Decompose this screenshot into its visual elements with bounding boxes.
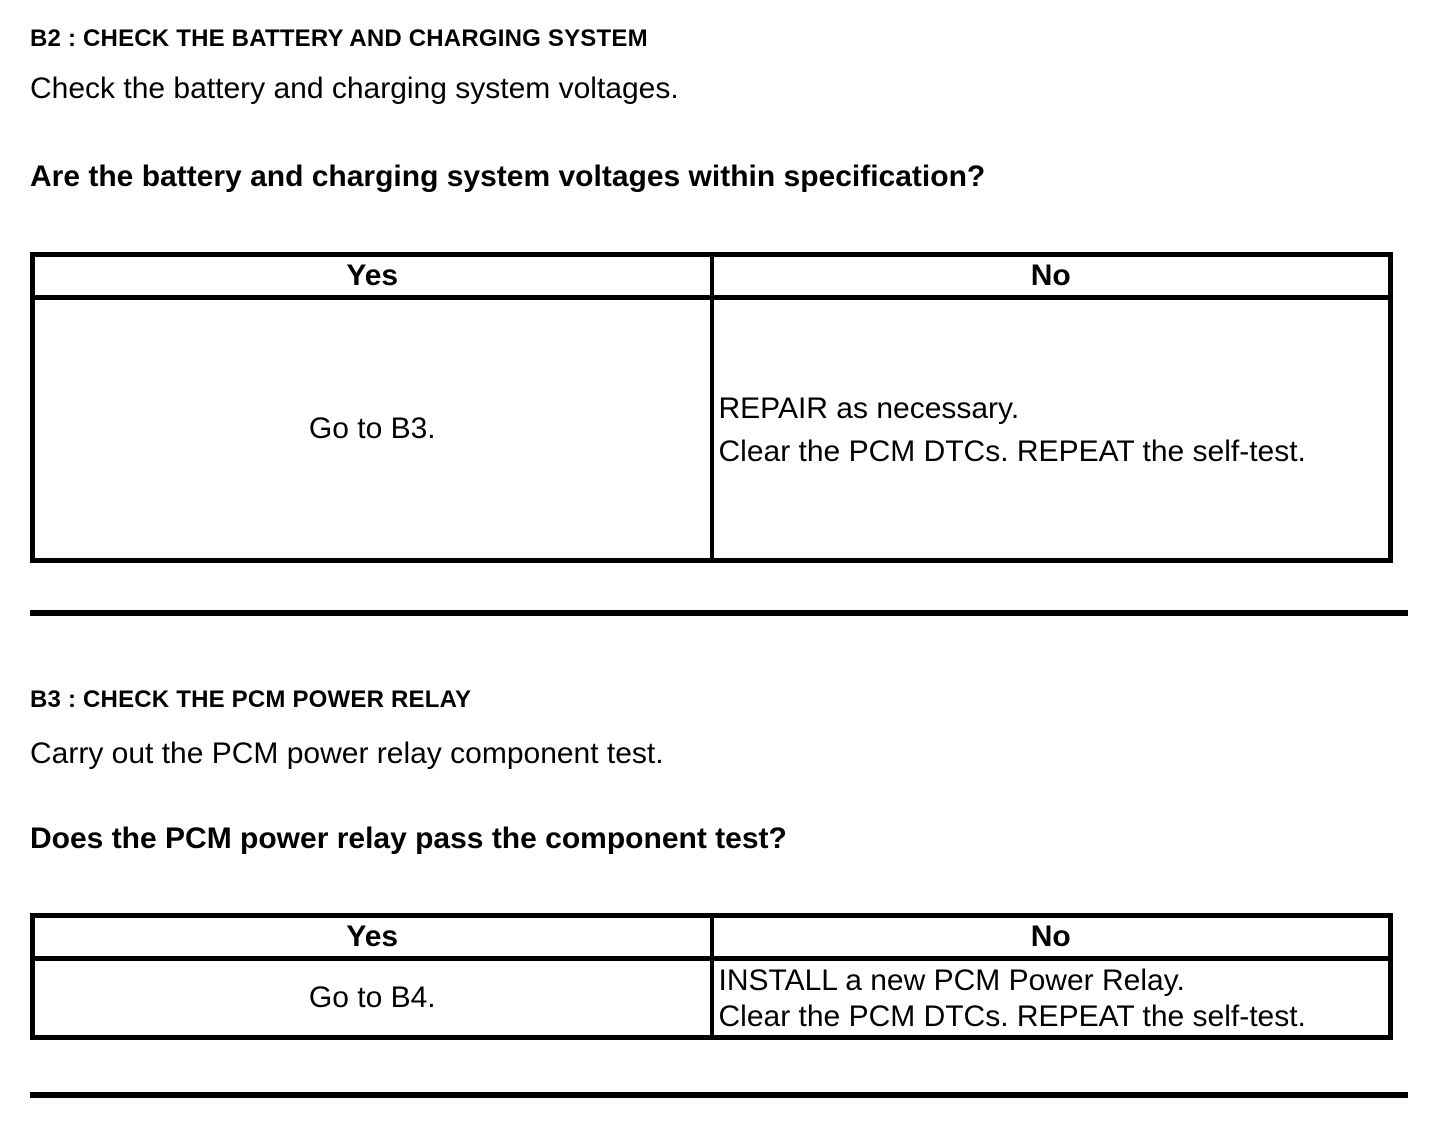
decision-table-b2 xyxy=(30,252,1393,563)
no-action-cell xyxy=(712,959,1391,1038)
no-action-line-1: REPAIR as necessary. xyxy=(718,392,1020,425)
yes-action-cell: Go to B4. xyxy=(33,959,712,1038)
decision-table-b3 xyxy=(30,913,1393,1040)
yes-column-header: Yes xyxy=(33,255,712,298)
no-action-cell xyxy=(712,298,1391,561)
no-action-line-1: INSTALL a new PCM Power Relay. xyxy=(718,964,1185,997)
step-b2-question: Are the battery and charging system voltages within specification? xyxy=(30,160,986,193)
section-b3 xyxy=(30,688,1456,1098)
step-b3-question: Does the PCM power relay pass the component test? xyxy=(30,822,787,855)
no-column-header: No xyxy=(712,916,1391,959)
no-action-line-2: Clear the PCM DTCs. REPEAT the self-test. xyxy=(718,1000,1306,1033)
step-b2-instruction: Check the battery and charging system voltages. xyxy=(30,72,679,105)
no-column-header: No xyxy=(712,255,1391,298)
yes-action-cell: Go to B3. xyxy=(33,298,712,561)
section-b2 xyxy=(30,27,1456,616)
step-b3-instruction: Carry out the PCM power relay component test. xyxy=(30,737,664,770)
decision-table-header-row xyxy=(33,916,1391,959)
yes-column-header: Yes xyxy=(33,916,712,959)
decision-table-body-row xyxy=(33,298,1391,561)
section-divider-rule xyxy=(30,1092,1408,1098)
step-b3-heading: B3 : CHECK THE PCM POWER RELAY xyxy=(30,686,472,713)
decision-table-header-row xyxy=(33,255,1391,298)
section-divider-rule xyxy=(30,610,1408,616)
no-action-line-2: Clear the PCM DTCs. REPEAT the self-test. xyxy=(718,435,1306,468)
step-b2-heading: B2 : CHECK THE BATTERY AND CHARGING SYSTEM xyxy=(30,25,648,52)
decision-table-body-row xyxy=(33,959,1391,1038)
